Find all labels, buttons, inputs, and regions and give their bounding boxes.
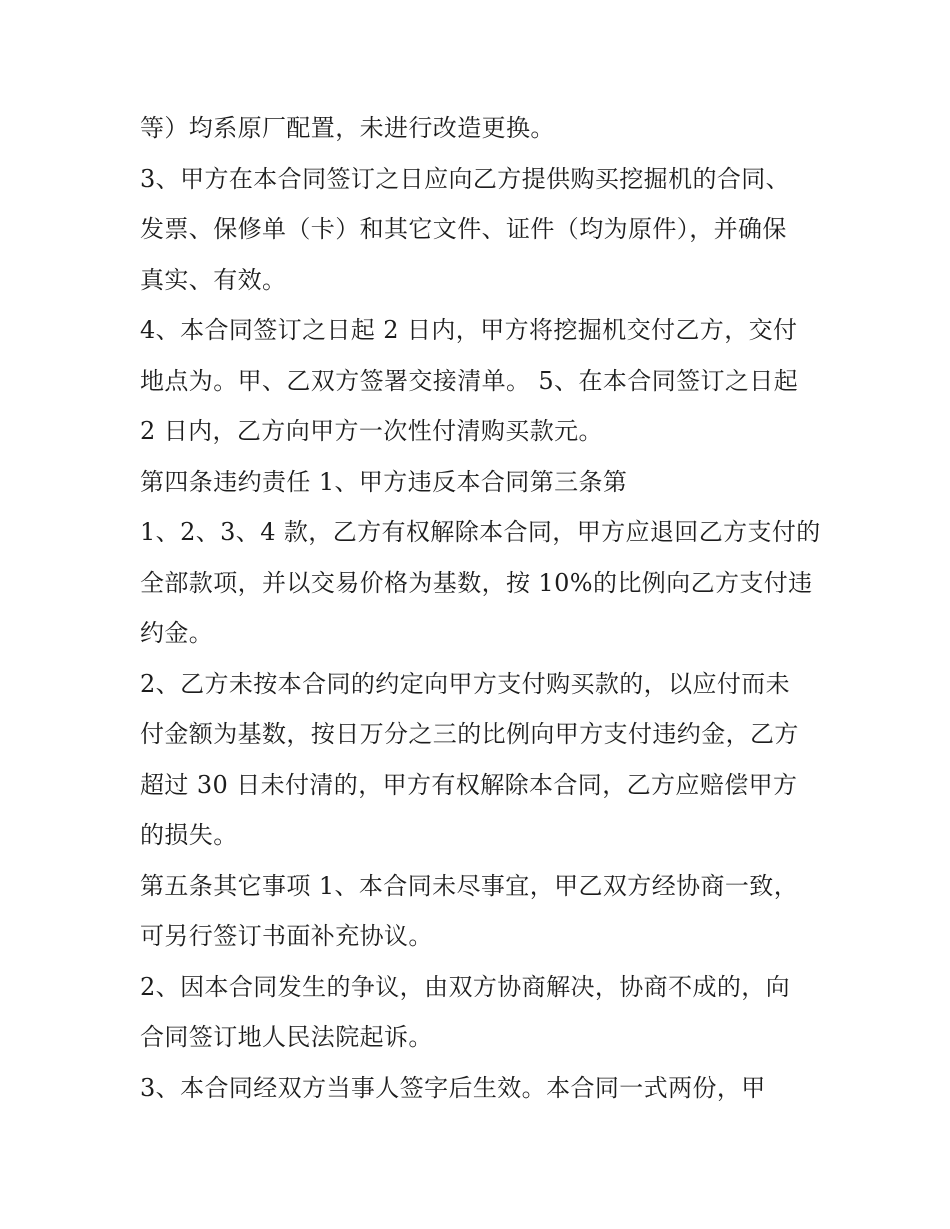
text-line: 地点为。甲、乙双方签署交接清单。 5、在本合同签订之日起 [140, 366, 799, 395]
text-line: 的损失。 [140, 821, 238, 849]
text-line: 合同签订地人民法院起诉。 [140, 1023, 433, 1051]
text-line: 发票、保修单（卡）和其它文件、证件（均为原件），并确保 [140, 215, 787, 243]
text-line: 4、本合同签订之日起 2 日内，甲方将挖掘机交付乙方，交付 [140, 316, 798, 344]
text-line: 1、2、3、4 款，乙方有权解除本合同，甲方应退回乙方支付的 [140, 518, 821, 546]
section-heading-line: 第四条违约责任 1、甲方违反本合同第三条第 [140, 467, 628, 496]
text-line: 全部款项，并以交易价格为基数，按 10%的比例向乙方支付违 [140, 568, 813, 597]
contract-text-body [140, 103, 820, 1113]
text-line: 真实、有效。 [140, 265, 287, 294]
text-line: 超过 30 日未付清的，甲方有权解除本合同，乙方应赔偿甲方 [140, 770, 798, 799]
text-line: 2、乙方未按本合同的约定向甲方支付购买款的，以应付而未 [140, 669, 791, 698]
text-line: 可另行签订书面补充协议。 [140, 922, 433, 950]
text-line: 2、因本合同发生的争议，由双方协商解决，协商不成的，向 [140, 972, 791, 1001]
text-line: 付金额为基数，按日万分之三的比例向甲方支付违约金，乙方 [140, 720, 799, 748]
text-line: 3、本合同经双方当事人签字后生效。本合同一式两份，甲 [140, 1073, 766, 1102]
text-line: 约金。 [140, 619, 214, 647]
section-heading-line: 第五条其它事项 1、本合同未尽事宜，甲乙双方经协商一致， [140, 871, 799, 900]
text-line: 2 日内，乙方向甲方一次性付清购买款元。 [140, 417, 603, 445]
text-line: 等）均系原厂配置，未进行改造更换。 [140, 114, 555, 142]
text-line: 3、甲方在本合同签订之日应向乙方提供购买挖掘机的合同、 [140, 164, 791, 193]
